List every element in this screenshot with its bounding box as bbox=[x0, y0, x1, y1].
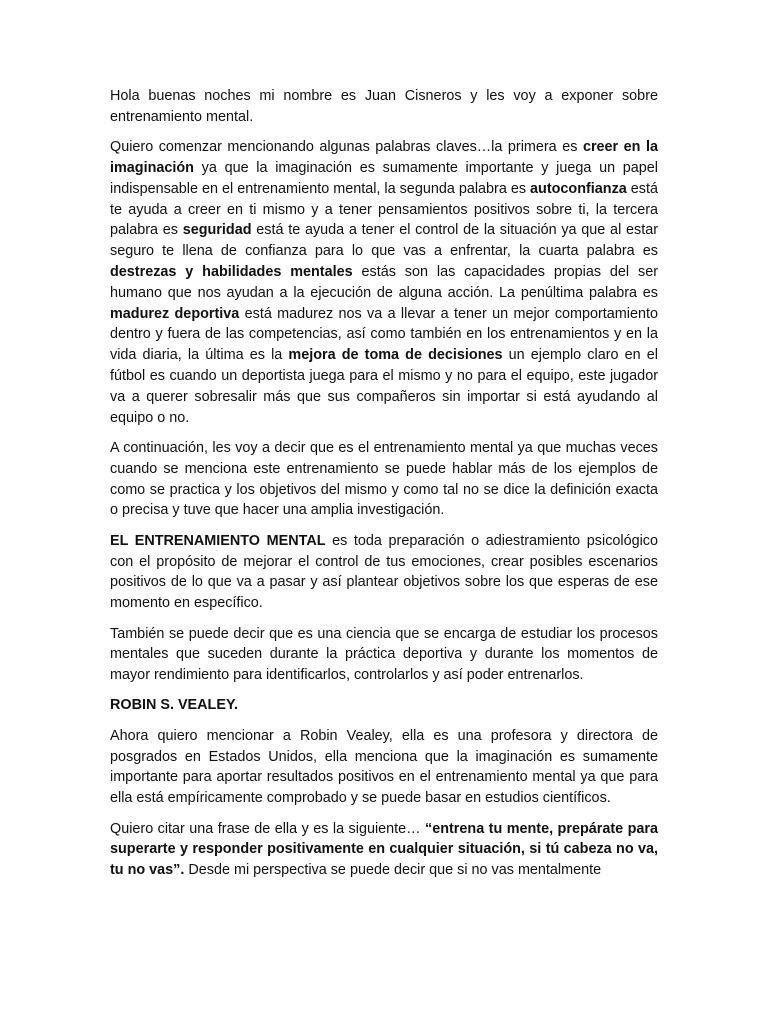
quote-text: “entrena tu mente, prepárate para superarte y responder positivamente en cualquier situación, si tú cabeza no va, tu no vas”. bbox=[110, 820, 658, 879]
paragraph-intro bbox=[110, 86, 658, 128]
paragraph-definition bbox=[110, 531, 658, 614]
paragraph-run: es toda preparación o adiestramiento psicológico con el propósito de mejorar el control de tus emociones, crear posibles escenarios positivos de lo que va a pasar y así plantear objetivos sobre los que esperas de ese momento en específico. bbox=[110, 532, 658, 612]
paragraph-run: Ahora quiero mencionar a Robin Vealey, ella es una profesora y directora de posgrados en Estados Unidos, ella menciona que la imaginación es sumamente importante para aportar resultados positivos en el entrenamiento mental ya que para ella está empíricamente comprobado y se puede basar en estudios científicos. bbox=[110, 727, 658, 807]
paragraph-science bbox=[110, 624, 658, 686]
paragraph-run: Quiero citar una frase de ella y es la siguiente… bbox=[110, 820, 426, 837]
paragraph-vealey bbox=[110, 726, 658, 809]
keyword-autoconfianza: autoconfianza bbox=[530, 180, 627, 197]
paragraph-definition-intro bbox=[110, 438, 658, 521]
paragraph-run: A continuación, les voy a decir que es el entrenamiento mental ya que muchas veces cuando se menciona este entrenamiento se puede hablar más de los ejemplos de como se practica y los objetivos del mismo y como tal no se dice la definición exacta o precisa y tuve que hacer una amplia investigación. bbox=[110, 439, 658, 519]
keyword-seguridad: seguridad bbox=[182, 222, 252, 239]
paragraph-run: está te ayuda a tener el control de la situación ya que al estar seguro te llena de confianza para lo que vas a enfrentar, la cuarta palabra es bbox=[110, 222, 659, 260]
keyword-destrezas: destrezas y habilidades mentales bbox=[110, 263, 353, 280]
section-heading bbox=[110, 695, 658, 716]
keyword-creer-en-la-imaginacion: creer en la imaginación bbox=[110, 139, 658, 176]
paragraph-run: está madurez nos va a llevar a tener un mejor comportamiento dentro y fuera de las competencias, así como también en los entrenamientos y en la vida diaria, la última es la bbox=[110, 305, 658, 364]
paragraph-keywords bbox=[110, 137, 658, 428]
keyword-toma-de-decisiones: mejora de toma de decisiones bbox=[288, 347, 503, 364]
paragraph-run: Quiero comenzar mencionando algunas palabras claves…la primera es bbox=[110, 139, 583, 156]
keyword-madurez-deportiva: madurez deportiva bbox=[110, 305, 240, 322]
paragraph-run: Hola buenas noches mi nombre es Juan Cisneros y les voy a exponer sobre entrenamiento mental. bbox=[110, 88, 658, 125]
document-body bbox=[110, 86, 658, 891]
paragraph-run: Desde mi perspectiva se puede decir que si no vas mentalmente bbox=[184, 862, 602, 879]
paragraph-run: un ejemplo claro en el fútbol es cuando un deportista juega para el mismo y no para el equipo, este jugador va a querer sobresalir más que sus compañeros sin importar si está ayudando al equipo o no. bbox=[110, 347, 658, 426]
paragraph-run: ya que la imaginación es sumamente importante y juega un papel indispensable en el entrenamiento mental, la segunda palabra es bbox=[110, 159, 658, 197]
paragraph-run: estás son las capacidades propias del ser humano que nos ayudan a la ejecución de alguna acción. La penúltima palabra es bbox=[110, 263, 659, 301]
paragraph-run: También se puede decir que es una ciencia que se encarga de estudiar los procesos mentales que suceden durante la práctica deportiva y durante los momentos de mayor rendimiento para identificarlos, controlarlos y así poder entrenarlos. bbox=[110, 625, 658, 684]
paragraph-run: está te ayuda a creer en ti mismo y a tener pensamientos positivos sobre ti, la tercera palabra es bbox=[110, 180, 658, 239]
paragraph-quote bbox=[110, 819, 658, 881]
term-entrenamiento-mental: EL ENTRENAMIENTO MENTAL bbox=[110, 532, 326, 549]
section-heading-text: ROBIN S. VEALEY. bbox=[110, 697, 238, 714]
